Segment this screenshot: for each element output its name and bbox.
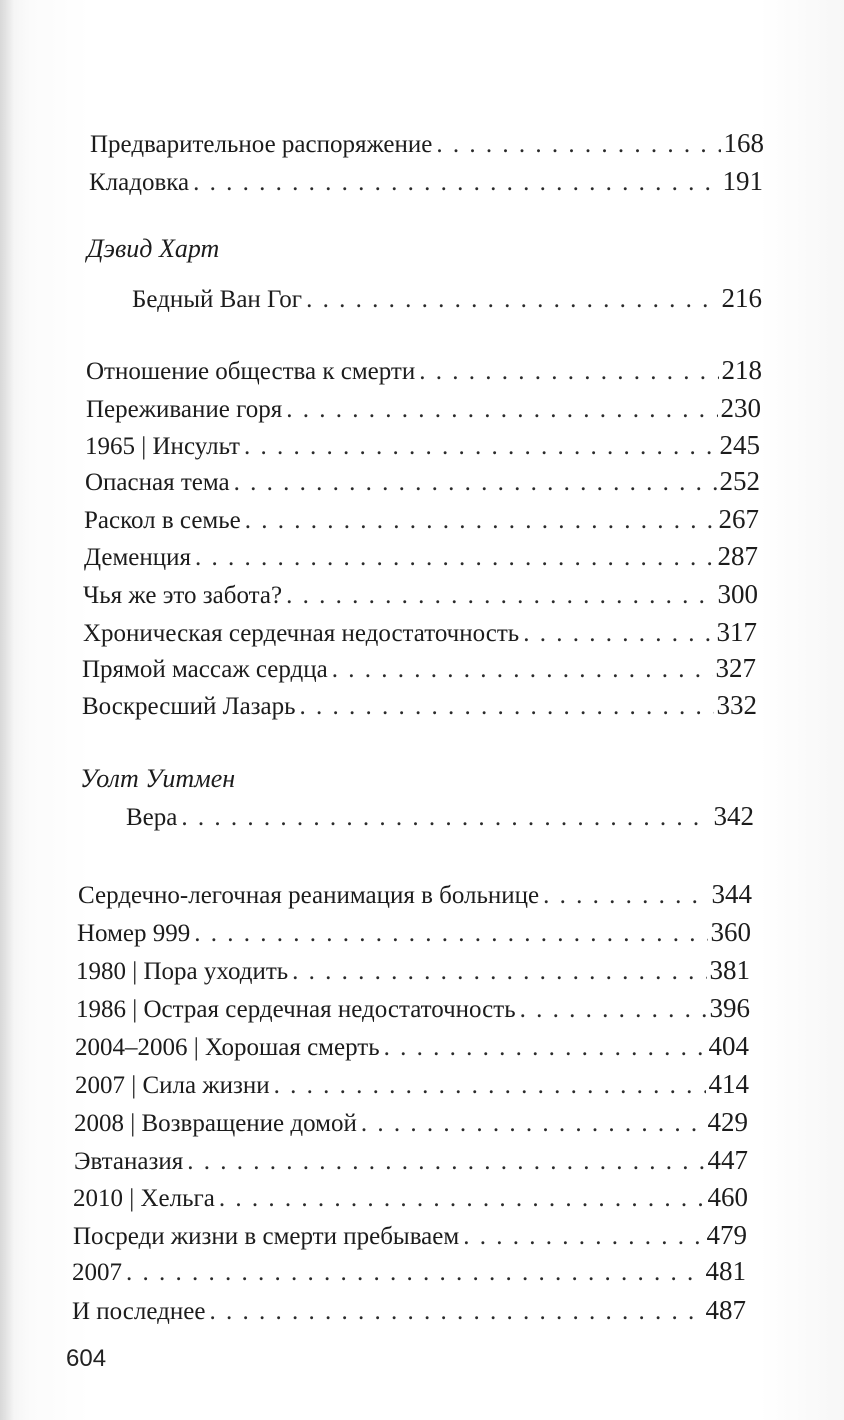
toc-entry (77, 917, 751, 947)
section-author: Дэвид Харт (87, 234, 220, 263)
toc-entry-page: 267 (718, 504, 759, 534)
dot-leader (245, 506, 716, 534)
dot-leader (419, 357, 718, 385)
toc-entry-title: Вера (126, 804, 178, 831)
dot-leader (194, 919, 707, 947)
toc-entry-title: Деменция (84, 544, 192, 571)
toc-entry-page: 447 (707, 1145, 748, 1175)
folio-page-number: 604 (66, 1345, 107, 1372)
toc-entry (73, 1182, 748, 1212)
toc-entry-title: Раскол в семье (84, 507, 241, 534)
dot-leader (274, 1071, 706, 1099)
toc-entry-page: 287 (717, 541, 758, 571)
toc-entry-page: 245 (719, 430, 760, 460)
toc-entry-page: 460 (707, 1182, 748, 1212)
toc-entry (75, 1069, 749, 1099)
dot-leader (436, 130, 720, 158)
dot-leader (306, 285, 718, 313)
toc-entry (86, 393, 761, 423)
toc-entry-page: 396 (709, 993, 750, 1023)
dot-leader (384, 1033, 706, 1061)
dot-leader (195, 543, 714, 571)
toc-entry-title: 1965 | Инсульт (85, 433, 240, 460)
dot-leader (300, 692, 714, 720)
dot-leader (187, 1147, 704, 1175)
toc-entry-title: Бедный Ван Гог (132, 286, 303, 313)
toc-entry-page: 481 (705, 1256, 746, 1286)
toc-entry-title: 2010 | Хельга (73, 1185, 215, 1212)
toc-entry-title: 2007 | Сила жизни (75, 1072, 270, 1099)
toc-entry-title: Номер 999 (77, 920, 191, 947)
dot-leader (244, 432, 717, 460)
dot-leader (520, 995, 707, 1023)
toc-entry-title: Чья же это забота? (83, 582, 283, 609)
toc-entry (126, 801, 754, 831)
toc-entry (82, 690, 757, 720)
toc-entry (82, 653, 756, 683)
toc-entry-title: И последнее (72, 1298, 206, 1325)
toc-entry-page: 342 (713, 801, 754, 831)
toc-entry-title: 2008 | Возвращение домой (74, 1110, 357, 1137)
toc-entry (86, 355, 762, 385)
toc-entry-title: Отношение общества к смерти (86, 358, 416, 385)
dot-leader (361, 1109, 705, 1137)
toc-entry (83, 579, 758, 609)
toc-entry-page: 404 (708, 1031, 749, 1061)
toc-entry-page: 414 (708, 1069, 749, 1099)
toc-entry-title: Хроническая сердечная недостаточность (83, 620, 520, 647)
dot-leader (332, 655, 713, 683)
toc-entry (84, 504, 759, 534)
toc-entry-page: 487 (705, 1295, 746, 1325)
toc-entry (90, 128, 764, 158)
toc-entry-title: Посреди жизни в смерти пребываем (73, 1223, 460, 1250)
toc-entry-page: 429 (707, 1107, 748, 1137)
dot-leader (193, 168, 719, 196)
toc-entry-page: 381 (709, 955, 750, 985)
dot-leader (523, 619, 713, 647)
dot-leader (234, 468, 717, 496)
toc-entry-title: Сердечно-легочная реанимация в больнице (78, 882, 540, 909)
toc-entry (85, 430, 760, 460)
toc-entry (78, 879, 752, 909)
toc-entry-page: 344 (711, 879, 752, 909)
toc-entry-title: Опасная тема (85, 469, 230, 496)
dot-leader (543, 881, 708, 909)
toc-entry (83, 617, 757, 647)
toc-entry-title: 2004–2006 | Хорошая смерть (75, 1034, 380, 1061)
toc-entry-title: Переживание горя (86, 396, 283, 423)
toc-entry-title: 2007 (72, 1259, 122, 1286)
toc-entry (72, 1295, 746, 1325)
dot-leader (286, 581, 714, 609)
toc-entry (73, 1220, 747, 1250)
toc-entry (84, 541, 758, 571)
toc-entry-page: 332 (716, 690, 757, 720)
dot-leader (292, 957, 706, 985)
toc-entry-page: 300 (717, 579, 758, 609)
toc-entry-title: Воскресший Лазарь (82, 693, 296, 720)
toc-entry (74, 1145, 748, 1175)
toc-entry-page: 479 (706, 1220, 747, 1250)
toc-entry-title: Прямой массаж сердца (82, 656, 328, 683)
toc-entry-page: 230 (720, 393, 761, 423)
section-author: Уолт Уитмен (80, 764, 236, 793)
toc-entry (72, 1256, 746, 1286)
toc-entry-title: 1980 | Пора уходить (76, 958, 289, 985)
toc-entry (85, 466, 760, 496)
toc-entry-page: 216 (721, 283, 762, 313)
toc-entry-title: Предварительное распоряжение (90, 131, 433, 158)
toc-entry (89, 166, 763, 196)
toc-entry-page: 252 (719, 466, 760, 496)
dot-leader (181, 803, 710, 831)
toc-entry-title: Эвтаназия (74, 1148, 184, 1175)
toc-entry (132, 283, 762, 313)
toc-entry-page: 191 (722, 166, 763, 196)
toc-entry (76, 993, 750, 1023)
dot-leader (126, 1258, 703, 1286)
toc-entry (76, 955, 750, 985)
dot-leader (219, 1184, 705, 1212)
toc-entry-page: 168 (723, 128, 764, 158)
dot-leader (286, 395, 717, 423)
toc-entry (74, 1107, 748, 1137)
toc-entry-page: 218 (721, 355, 762, 385)
toc-entry-title: Кладовка (89, 169, 190, 196)
toc-entry-page: 360 (710, 917, 751, 947)
toc-entry-page: 317 (716, 617, 757, 647)
toc-entry (75, 1031, 749, 1061)
toc-entry-page: 327 (715, 653, 756, 683)
toc-entry-title: 1986 | Острая сердечная недостаточность (76, 996, 516, 1023)
dot-leader (463, 1222, 703, 1250)
dot-leader (209, 1297, 702, 1325)
